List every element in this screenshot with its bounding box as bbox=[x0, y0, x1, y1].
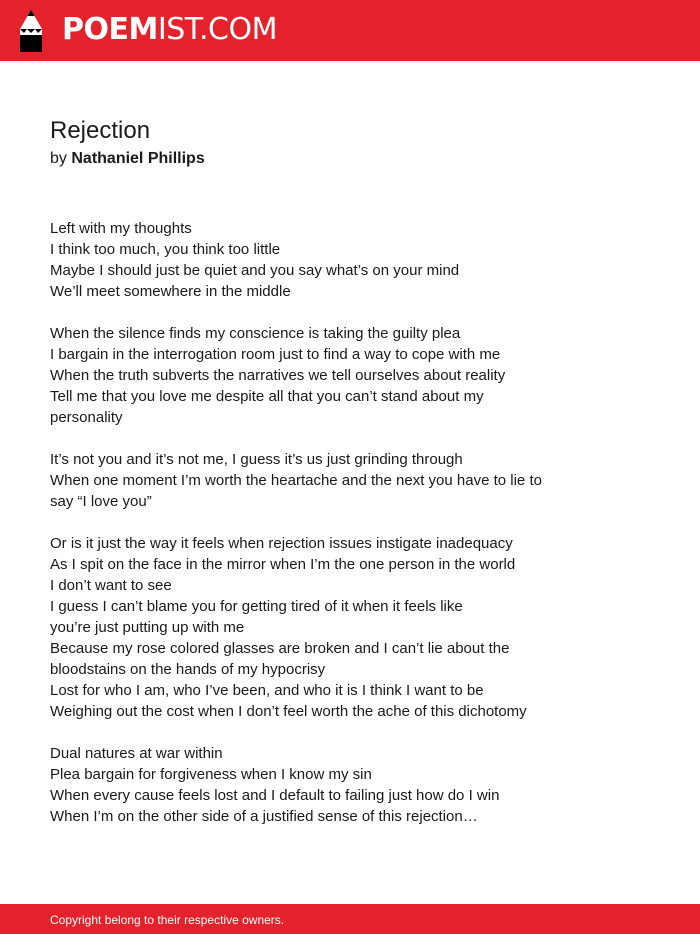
poem-line: I don’t want to see bbox=[50, 577, 172, 594]
poem-line: Tell me that you love me despite all that you can’t stand about my bbox=[50, 388, 484, 405]
site-header bbox=[0, 0, 700, 61]
poem-line: you’re just putting up with me bbox=[50, 619, 245, 636]
poem-line: When one moment I’m worth the heartache and the next you have to lie to bbox=[50, 472, 542, 489]
poem-line: We’ll meet somewhere in the middle bbox=[50, 283, 291, 300]
poem-line: Dual natures at war within bbox=[50, 745, 223, 762]
poem-line: When I’m on the other side of a justified sense of this rejection… bbox=[50, 808, 478, 825]
poem-line: Lost for who I am, who I’ve been, and who it is I think I want to be bbox=[50, 682, 484, 699]
stanza bbox=[50, 218, 610, 302]
poem-body bbox=[50, 218, 610, 827]
stanza bbox=[50, 533, 610, 722]
poem-line: say “I love you” bbox=[50, 493, 152, 510]
poem-line: I guess I can’t blame you for getting tired of it when it feels like bbox=[50, 598, 463, 615]
poem-line: I bargain in the interrogation room just to find a way to cope with me bbox=[50, 346, 501, 363]
poem-line: When the truth subverts the narratives we tell ourselves about reality bbox=[50, 367, 506, 384]
poem-line: When every cause feels lost and I default to failing just how do I win bbox=[50, 787, 500, 804]
poem-line: Plea bargain for forgiveness when I know my sin bbox=[50, 766, 372, 783]
copyright-notice: Copyright belong to their respective owners. bbox=[50, 913, 285, 927]
stanza bbox=[50, 449, 610, 512]
poem-line: personality bbox=[50, 409, 123, 426]
logo-bold-text: POEM bbox=[62, 12, 158, 47]
poem-line: Weighing out the cost when I don’t feel worth the ache of this dichotomy bbox=[50, 703, 527, 720]
poem-line: Because my rose colored glasses are broken and I can’t lie about the bbox=[50, 640, 510, 657]
poem-line: I think too much, you think too little bbox=[50, 241, 281, 258]
poem-line: When the silence finds my conscience is taking the guilty plea bbox=[50, 325, 461, 342]
author-name: Nathaniel Phillips bbox=[71, 150, 205, 167]
poem-line: Left with my thoughts bbox=[50, 220, 192, 237]
logo-light-text: IST.COM bbox=[157, 12, 277, 47]
poem-title: Rejection bbox=[50, 117, 151, 144]
poem-line: It’s not you and it’s not me, I guess it’s us just grinding through bbox=[50, 451, 463, 468]
site-logo[interactable] bbox=[62, 12, 277, 48]
stanza bbox=[50, 323, 610, 428]
byline bbox=[50, 147, 610, 171]
poem-line: Maybe I should just be quiet and you say what’s on your mind bbox=[50, 262, 460, 279]
poem-line: As I spit on the face in the mirror when I’m the one person in the world bbox=[50, 556, 516, 573]
byline-prefix: by bbox=[50, 150, 67, 167]
stanza bbox=[50, 743, 610, 827]
poem-content bbox=[50, 116, 610, 848]
poem-line: bloodstains on the hands of my hypocrisy bbox=[50, 661, 326, 678]
pencil-logo-icon[interactable] bbox=[18, 9, 44, 53]
poem-line: Or is it just the way it feels when rejection issues instigate inadequacy bbox=[50, 535, 513, 552]
site-footer bbox=[0, 904, 700, 934]
